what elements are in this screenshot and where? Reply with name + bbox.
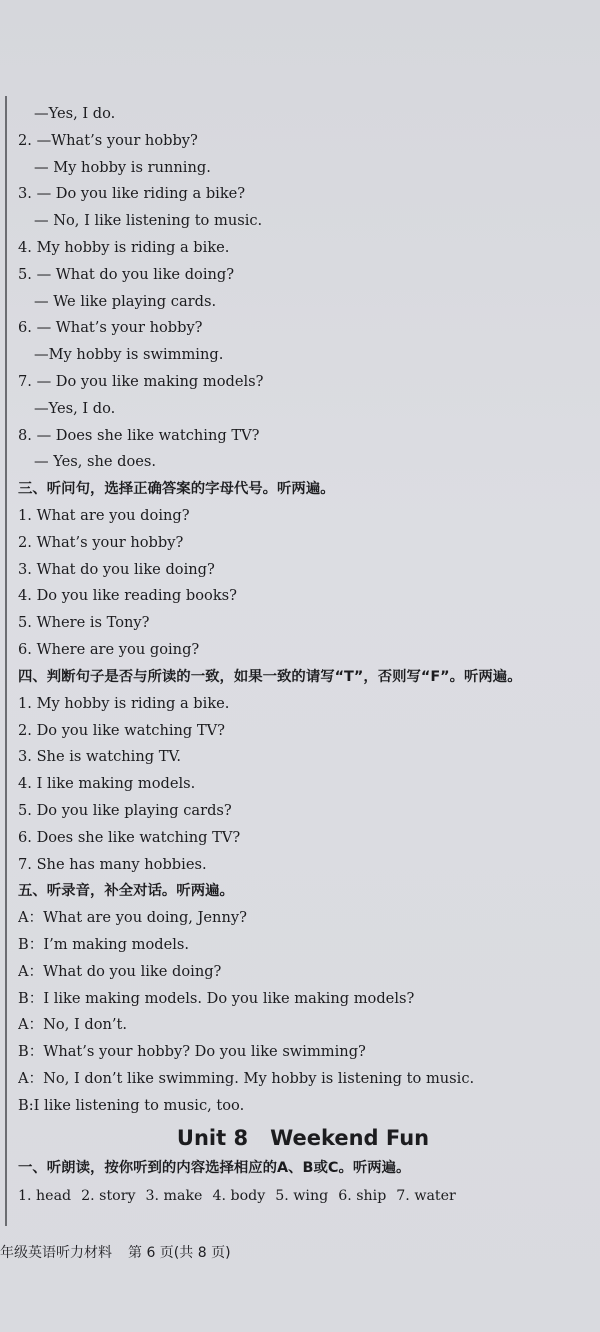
section-3 — [18, 476, 588, 664]
word-item: 5. wing — [275, 1188, 329, 1205]
list-item: 4. I like making models. — [18, 775, 196, 793]
dialogue-line: A：No, I don’t like swimming. My hobby is listening to music. — [18, 1069, 475, 1087]
dialogue-line: — Yes, she does. — [34, 453, 157, 471]
dialogue-line: 6. — What’s your hobby? — [18, 319, 203, 337]
section-5 — [18, 878, 588, 1119]
margin-rule — [5, 96, 7, 1226]
dialogue-line: B：What’s your hobby? Do you like swimming? — [18, 1043, 366, 1061]
list-item: 7. She has many hobbies. — [18, 855, 207, 873]
list-item: 6. Does she like watching TV? — [18, 828, 241, 846]
dialogue-line: —My hobby is swimming. — [34, 346, 224, 364]
list-item: 2. What’s your hobby? — [18, 533, 184, 551]
list-item: 5. Do you like playing cards? — [18, 801, 232, 819]
section-heading: 五、听录音，补全对话。听两遍。 — [18, 883, 234, 900]
dialogue-line: —Yes, I do. — [34, 399, 116, 417]
list-item: 3. She is watching TV. — [18, 748, 182, 766]
list-item: 2. Do you like watching TV? — [18, 721, 225, 739]
word-item: 7. water — [396, 1188, 456, 1205]
list-item: 3. What do you like doing? — [18, 560, 215, 578]
dialogue-line: 4. My hobby is riding a bike. — [18, 238, 230, 256]
word-item: 2. story — [81, 1188, 136, 1205]
section-heading: 三、听问句，选择正确答案的字母代号。听两遍。 — [18, 481, 335, 498]
dialogue-line: 2. —What’s your hobby? — [18, 131, 198, 149]
dialogue-line: A：No, I don’t. — [18, 1016, 128, 1034]
dialogue-line: B：I’m making models. — [18, 935, 190, 953]
dialogue-line: 3. — Do you like riding a bike? — [18, 185, 246, 203]
dialogue-line: 5. — What do you like doing? — [18, 265, 235, 283]
dialogue-line: —Yes, I do. — [34, 105, 116, 122]
dialogue-lines — [18, 101, 588, 476]
list-item: 6. Where are you going? — [18, 640, 200, 658]
section-heading: 一、听朗读，按你听到的内容选择相应的A、B或C。听两遍。 — [18, 1160, 411, 1177]
word-item: 1. head — [18, 1188, 72, 1205]
list-item: 5. Where is Tony? — [18, 614, 150, 632]
unit-title — [18, 1121, 588, 1155]
word-item: 4. body — [212, 1188, 266, 1205]
dialogue-line: A：What are you doing, Jenny? — [18, 909, 247, 927]
word-item: 6. ship — [338, 1188, 387, 1205]
section-4 — [18, 664, 588, 879]
unit-name: Weekend Fun — [270, 1126, 430, 1151]
dialogue-line: 7. — Do you like making models? — [18, 372, 264, 390]
dialogue-line: A：What do you like doing? — [18, 962, 222, 980]
word-list — [18, 1182, 588, 1210]
page-number: 第 6 页(共 8 页) — [128, 1245, 231, 1261]
page-footer — [0, 1238, 231, 1268]
list-item: 1. My hobby is riding a bike. — [18, 694, 230, 712]
dialogue-line: — My hobby is running. — [34, 158, 211, 176]
dialogue-line: B：I like making models. Do you like making models? — [18, 989, 415, 1007]
dialogue-line: B:I like listening to music, too. — [18, 1096, 245, 1114]
dialogue-line: — We like playing cards. — [34, 292, 217, 310]
list-item: 4. Do you like reading books? — [18, 587, 237, 605]
dialogue-line: — No, I like listening to music. — [34, 212, 263, 230]
dialogue-line: 8. — Does she like watching TV? — [18, 426, 260, 444]
unit-number: Unit 8 — [176, 1126, 249, 1151]
unit-section-1 — [18, 1155, 588, 1210]
section-heading: 四、判断句子是否与所读的一致，如果一致的请写“T”，否则写“F”。听两遍。 — [18, 668, 522, 685]
list-item: 1. What are you doing? — [18, 506, 190, 524]
footer-title: 年级英语听力材料 — [0, 1245, 112, 1261]
page-content — [18, 101, 588, 1210]
word-item: 3. make — [145, 1188, 203, 1205]
